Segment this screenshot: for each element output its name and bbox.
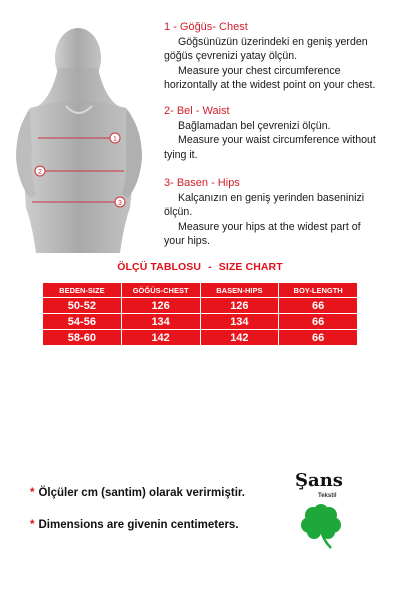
header-size: BEDEN-SIZE [43,283,122,298]
marker-2: 2 [38,169,42,176]
instruction-heading: 2- Bel - Waist [164,105,230,117]
cell-hips: 142 [200,330,279,346]
cell-length: 66 [279,330,358,346]
note-units-en [30,519,239,531]
cell-size: 58-60 [43,330,122,346]
marker-1: 1 [113,136,117,143]
marker-3: 3 [118,200,122,207]
cell-hips: 134 [200,314,279,330]
note-units-tr [30,487,245,499]
instruction-en-line: Measure your hips at the widest part of [178,220,361,233]
header-chest: GÖĞÜS-CHEST [121,283,200,298]
cell-chest: 134 [121,314,200,330]
cell-size: 50-52 [43,298,122,314]
cell-length: 66 [279,314,358,330]
size-chart-title [0,261,400,273]
note-star: * [30,519,35,531]
note-text: Dimensions are givenin centimeters. [38,519,239,531]
instruction-heading: 3- Basen - Hips [164,177,240,189]
instruction-tr-line: göğüs çevrenizi yatay ölçün. [164,50,298,62]
cell-chest: 126 [121,298,200,314]
instruction-tr-line: Göğsünüzün üzerindeki en geniş yerden [178,35,368,48]
instruction-tr-line: Kalçanızın en geniş yerinden baseninizi [178,191,365,204]
title-sep: - [208,261,212,273]
body-measurement-figure [0,8,160,253]
header-hips: BASEN-HIPS [200,283,279,298]
table-header-row [43,283,358,298]
clover-icon [298,502,344,550]
instruction-tr-line: ölçün. [164,206,193,218]
cell-size: 54-56 [43,314,122,330]
cell-chest: 142 [121,330,200,346]
instruction-chest [164,20,396,93]
note-star: * [30,487,35,499]
title-tr: ÖLÇÜ TABLOSU [117,261,202,273]
instruction-tr-line: Bağlamadan bel çevrenizi ölçün. [178,119,331,132]
instruction-en-line: Measure your waist circumference without [178,134,376,146]
cell-length: 66 [279,298,358,314]
note-text: Ölçüler cm (santim) olarak verirmiştir. [38,487,245,499]
instruction-en-line: horizontally at the widest point on your chest. [164,79,376,91]
size-table [42,282,358,346]
brand-subtitle: Tekstil [318,493,337,499]
table-row [43,314,358,330]
cell-hips: 126 [200,298,279,314]
header-length: BOY-LENGTH [279,283,358,298]
table-row [43,298,358,314]
instruction-en-line: Measure your chest circumference [178,64,341,77]
instruction-heading: 1 - Göğüs- Chest [164,21,248,33]
brand-logo [288,468,368,560]
table-row [43,330,358,346]
instruction-en-line: tying it. [164,148,198,161]
title-en: SIZE CHART [218,261,283,273]
brand-name: Şans [295,470,343,491]
instruction-hips [164,176,396,249]
silhouette [16,28,142,253]
instruction-waist [164,104,396,162]
instruction-en-line: your hips. [164,235,210,247]
